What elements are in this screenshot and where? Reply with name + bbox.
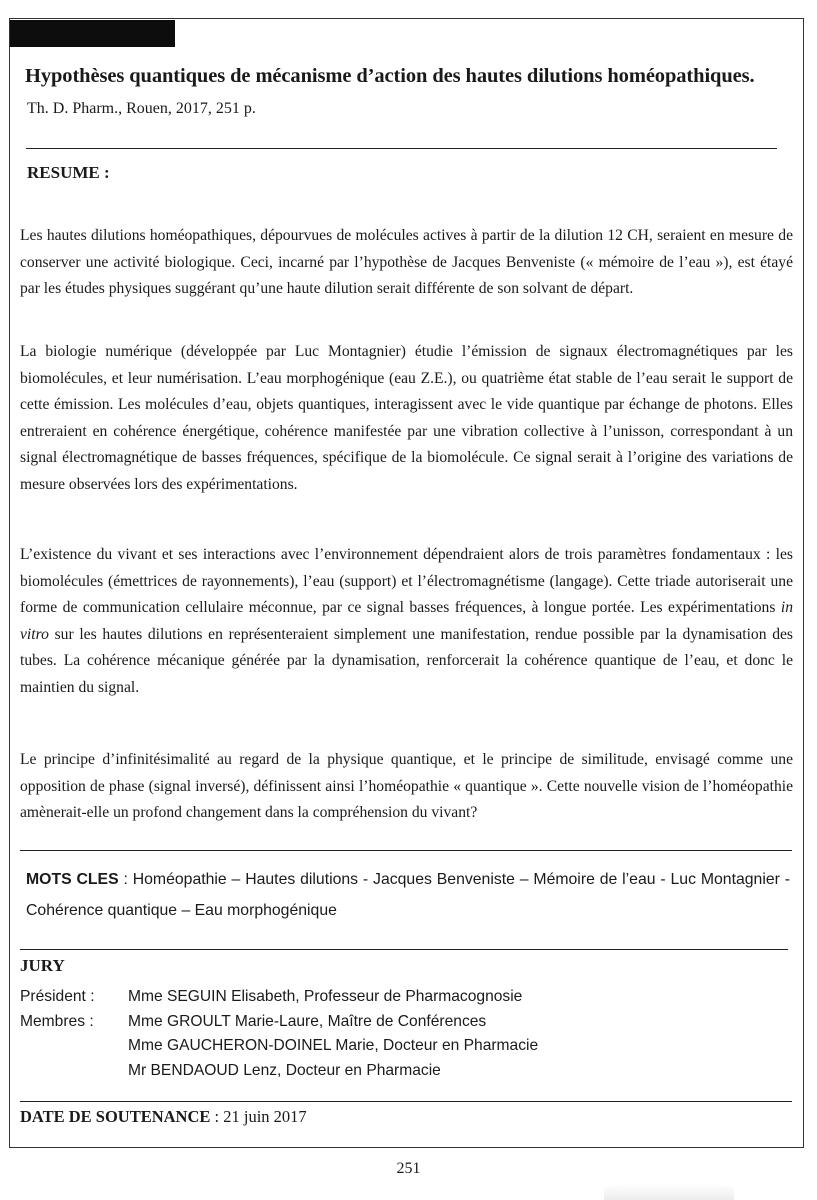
jury-list [20, 985, 538, 1083]
divider-line [20, 850, 792, 851]
jury-role: Membres : [20, 1012, 94, 1030]
keywords-block [26, 864, 790, 926]
italic-term: in vitro [20, 599, 793, 643]
divider-line [20, 1101, 792, 1102]
thesis-reference: Th. D. Pharm., Rouen, 2017, 251 p. [27, 100, 256, 117]
keywords-label: MOTS CLES [26, 871, 119, 888]
defense-date [20, 1107, 307, 1127]
abstract-paragraph-1: Les hautes dilutions homéopathiques, dépourvues de molécules actives à partir de la dilution 12 CH, seraient en mesure de conserver une activité biologique. Ceci, incarné par l’hypothèse de Jacques Benveniste (« mémoire de l’eau »), est étayé par les études physiques suggérant qu’une haute dilution serait différente de son solvant de départ. [20, 227, 793, 298]
jury-member: Mme SEGUIN Elisabeth, Professeur de Pharmacognosie [128, 988, 523, 1005]
jury-row [20, 985, 538, 1010]
thesis-title: Hypothèses quantiques de mécanisme d’action des hautes dilutions homéopathiques. [25, 65, 755, 87]
resume-heading: RESUME : [27, 163, 110, 182]
jury-member: Mme GROULT Marie-Laure, Maître de Conférences [128, 1012, 487, 1030]
jury-role [20, 1034, 128, 1059]
jury-role [20, 1059, 128, 1084]
jury-heading: JURY [20, 956, 65, 975]
divider-line [20, 949, 788, 950]
divider-line [26, 148, 777, 149]
scan-shadow [604, 1183, 734, 1200]
jury-row [20, 1034, 538, 1059]
jury-role: Président : [20, 988, 95, 1005]
abstract-paragraph-3 [20, 542, 793, 702]
date-value: : 21 juin 2017 [210, 1107, 307, 1126]
keywords-list: : Homéopathie – Hautes dilutions - Jacques Benveniste – Mémoire de l’eau - Luc Montagnier - Cohérence quantique – Eau morphogénique [26, 871, 790, 919]
date-label: DATE DE SOUTENANCE [20, 1107, 211, 1126]
jury-member: Mme GAUCHERON-DOINEL Marie, Docteur en Pharmacie [128, 1037, 539, 1054]
jury-row [20, 1010, 538, 1035]
abstract-paragraph-4: Le principe d’infinitésimalité au regard de la physique quantique, et le principe de similitude, envisagé comme une opposition de phase (signal inversé), définissent ainsi l’homéopathie « quantique ». Cette nouvelle vision de l’homéopathie amènerait-elle un profond changement dans la compréhension du vivant? [20, 751, 793, 822]
redaction-block [10, 20, 175, 47]
paragraph-text: sur les hautes dilutions en représenteraient simplement une manifestation, rendue possible par la dynamisation des tubes. La cohérence mécanique générée par la dynamisation, renforcerait la cohérence quantique de l’eau, et donc le maintien du signal. [20, 625, 793, 696]
jury-row [20, 1059, 538, 1084]
paragraph-text: L’existence du vivant et ses interactions avec l’environnement dépendraient alors de trois paramètres fondamentaux : les biomolécules (émettrices de rayonnements), l’eau (support) et l’électromagnétisme (langage). Cette triade autoriserait une forme de communication cellulaire méconnue, par ce signal basses fréquences, à longue portée. Les expérimentations [20, 546, 793, 617]
jury-member: Mr BENDAOUD Lenz, Docteur en Pharmacie [128, 1061, 441, 1079]
page-number: 251 [396, 1160, 421, 1177]
abstract-paragraph-2: La biologie numérique (développée par Luc Montagnier) étudie l’émission de signaux électromagnétiques par les biomolécules, et leur numérisation. L’eau morphogénique (eau Z.E.), ou quatrième état stable de l’eau serait le support de cette émission. Les molécules d’eau, objets quantiques, interagissent avec le vide quantique par échange de photons. Elles entreraient en cohérence énergétique, cohérence manifestée par une vibration collective à l’unisson, correspondant à un signal électromagnétique de basses fréquences, spécifique de la biomolécule. Ce signal serait à l’origine des variations de mesure observées lors des expérimentations. [20, 343, 793, 493]
